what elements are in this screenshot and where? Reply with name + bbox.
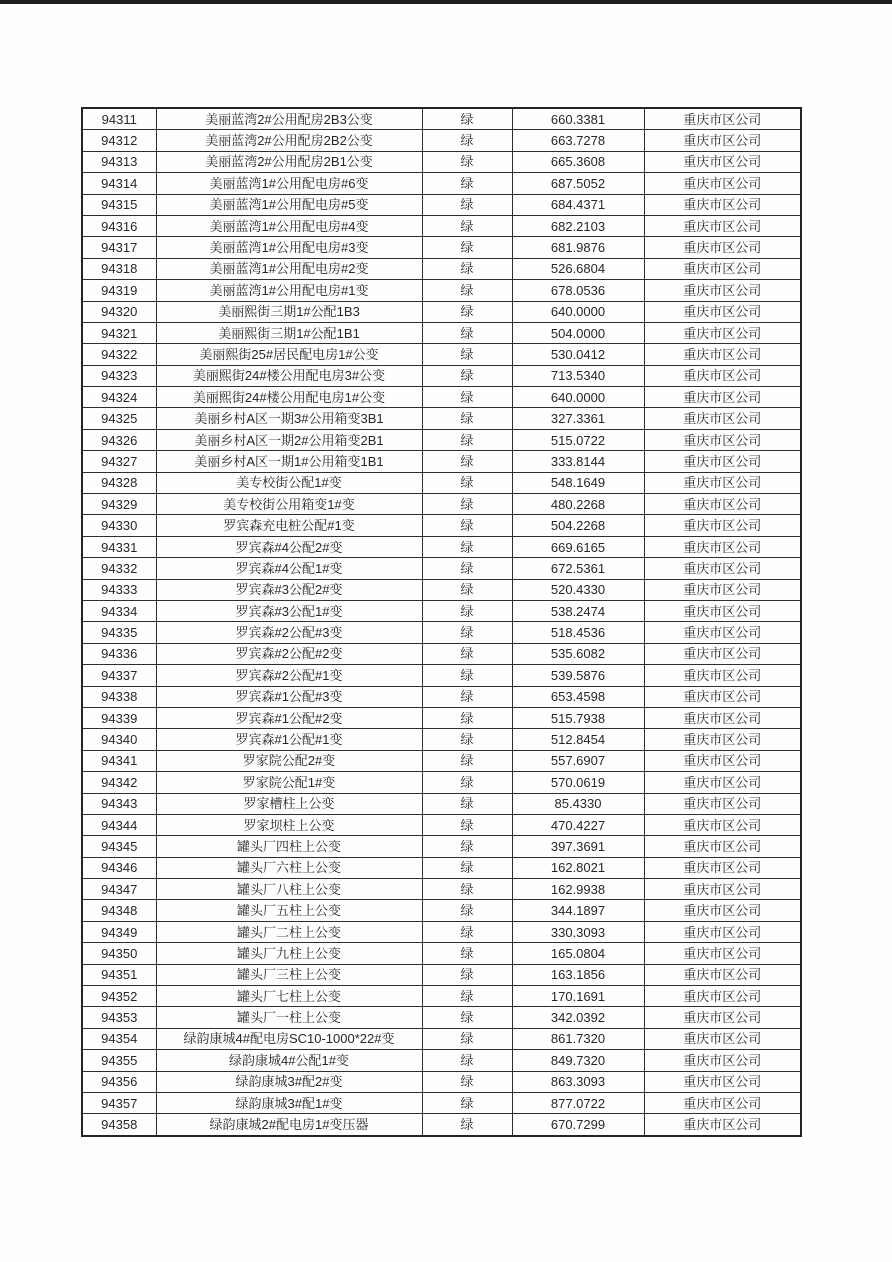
cell-id: 94327 [82,451,156,472]
cell-value: 515.7938 [512,707,644,728]
cell-name: 罗宾森#4公配2#变 [156,536,422,557]
cell-company: 重庆市区公司 [644,772,801,793]
cell-company: 重庆市区公司 [644,387,801,408]
cell-name: 美丽熙街24#楼公用配电房1#公变 [156,387,422,408]
cell-id: 94326 [82,429,156,450]
cell-id: 94333 [82,579,156,600]
cell-value: 538.2474 [512,600,644,621]
cell-status: 绿 [422,1114,512,1136]
cell-name: 罐头厂七柱上公变 [156,986,422,1007]
cell-status: 绿 [422,494,512,515]
cell-status: 绿 [422,643,512,664]
table-row [82,707,801,728]
cell-id: 94341 [82,750,156,771]
table-row [82,258,801,279]
cell-name: 罐头厂三柱上公变 [156,964,422,985]
cell-status: 绿 [422,301,512,322]
cell-status: 绿 [422,344,512,365]
cell-id: 94332 [82,558,156,579]
cell-company: 重庆市区公司 [644,365,801,386]
table-row [82,322,801,343]
cell-company: 重庆市区公司 [644,1028,801,1049]
cell-status: 绿 [422,1028,512,1049]
cell-company: 重庆市区公司 [644,173,801,194]
cell-name: 美丽熙街三期1#公配1B1 [156,322,422,343]
cell-id: 94325 [82,408,156,429]
cell-status: 绿 [422,836,512,857]
cell-value: 512.8454 [512,729,644,750]
cell-value: 557.6907 [512,750,644,771]
cell-id: 94320 [82,301,156,322]
table-row [82,943,801,964]
cell-id: 94331 [82,536,156,557]
cell-status: 绿 [422,1050,512,1071]
cell-company: 重庆市区公司 [644,429,801,450]
table-row [82,472,801,493]
cell-name: 罗宾森#1公配#3变 [156,686,422,707]
cell-value: 163.1856 [512,964,644,985]
table-row [82,344,801,365]
cell-value: 535.6082 [512,643,644,664]
cell-id: 94349 [82,921,156,942]
cell-company: 重庆市区公司 [644,1007,801,1028]
table-row [82,964,801,985]
cell-name: 罐头厂六柱上公变 [156,857,422,878]
cell-value: 681.9876 [512,237,644,258]
cell-status: 绿 [422,665,512,686]
cell-status: 绿 [422,921,512,942]
cell-id: 94315 [82,194,156,215]
cell-company: 重庆市区公司 [644,215,801,236]
cell-status: 绿 [422,1092,512,1113]
cell-id: 94339 [82,707,156,728]
table-row [82,429,801,450]
cell-value: 170.1691 [512,986,644,1007]
cell-value: 470.4227 [512,814,644,835]
table-row [82,622,801,643]
cell-company: 重庆市区公司 [644,1092,801,1113]
cell-value: 520.4330 [512,579,644,600]
cell-id: 94352 [82,986,156,1007]
cell-value: 548.1649 [512,472,644,493]
cell-status: 绿 [422,750,512,771]
cell-name: 罗宾森#2公配#1变 [156,665,422,686]
table-row [82,130,801,151]
cell-status: 绿 [422,707,512,728]
cell-id: 94318 [82,258,156,279]
cell-company: 重庆市区公司 [644,814,801,835]
table-row [82,173,801,194]
table-row [82,1114,801,1136]
cell-name: 绿韵康城2#配电房1#变压器 [156,1114,422,1136]
cell-value: 570.0619 [512,772,644,793]
cell-id: 94340 [82,729,156,750]
cell-company: 重庆市区公司 [644,750,801,771]
table-row [82,879,801,900]
cell-name: 绿韵康城3#配2#变 [156,1071,422,1092]
cell-company: 重庆市区公司 [644,707,801,728]
cell-company: 重庆市区公司 [644,643,801,664]
cell-value: 669.6165 [512,536,644,557]
cell-id: 94317 [82,237,156,258]
cell-id: 94353 [82,1007,156,1028]
cell-value: 327.3361 [512,408,644,429]
table-row [82,1092,801,1113]
cell-value: 663.7278 [512,130,644,151]
table-row [82,215,801,236]
cell-id: 94354 [82,1028,156,1049]
cell-value: 682.2103 [512,215,644,236]
cell-id: 94330 [82,515,156,536]
cell-company: 重庆市区公司 [644,900,801,921]
cell-status: 绿 [422,237,512,258]
cell-id: 94351 [82,964,156,985]
table-row [82,280,801,301]
cell-name: 美丽熙街25#居民配电房1#公变 [156,344,422,365]
table-row [82,986,801,1007]
cell-company: 重庆市区公司 [644,472,801,493]
cell-name: 美丽熙街三期1#公配1B3 [156,301,422,322]
cell-value: 85.4330 [512,793,644,814]
cell-company: 重庆市区公司 [644,515,801,536]
cell-status: 绿 [422,900,512,921]
table-row [82,365,801,386]
cell-company: 重庆市区公司 [644,579,801,600]
table-row [82,814,801,835]
cell-company: 重庆市区公司 [644,451,801,472]
cell-name: 美专校街公用箱变1#变 [156,494,422,515]
cell-value: 660.3381 [512,108,644,130]
cell-status: 绿 [422,1007,512,1028]
cell-status: 绿 [422,322,512,343]
cell-name: 绿韵康城4#配电房SC10-1000*22#变 [156,1028,422,1049]
page-top-edge-bar [0,0,892,4]
cell-id: 94313 [82,151,156,172]
table-row [82,686,801,707]
table-row [82,579,801,600]
cell-name: 美丽蓝湾1#公用配电房#4变 [156,215,422,236]
cell-id: 94312 [82,130,156,151]
cell-company: 重庆市区公司 [644,879,801,900]
table-row [82,194,801,215]
cell-company: 重庆市区公司 [644,836,801,857]
table-row [82,536,801,557]
cell-company: 重庆市区公司 [644,857,801,878]
cell-value: 518.4536 [512,622,644,643]
cell-id: 94357 [82,1092,156,1113]
table-row [82,921,801,942]
cell-status: 绿 [422,686,512,707]
cell-status: 绿 [422,215,512,236]
cell-name: 罐头厂一柱上公变 [156,1007,422,1028]
table-row [82,836,801,857]
cell-value: 861.7320 [512,1028,644,1049]
cell-company: 重庆市区公司 [644,408,801,429]
cell-status: 绿 [422,108,512,130]
cell-status: 绿 [422,772,512,793]
cell-status: 绿 [422,793,512,814]
cell-company: 重庆市区公司 [644,494,801,515]
cell-status: 绿 [422,729,512,750]
cell-company: 重庆市区公司 [644,964,801,985]
cell-status: 绿 [422,429,512,450]
cell-company: 重庆市区公司 [644,280,801,301]
cell-status: 绿 [422,258,512,279]
cell-value: 863.3093 [512,1071,644,1092]
cell-id: 94344 [82,814,156,835]
cell-name: 美丽乡村A区一期3#公用箱变3B1 [156,408,422,429]
cell-id: 94311 [82,108,156,130]
cell-id: 94343 [82,793,156,814]
table-row [82,793,801,814]
cell-value: 678.0536 [512,280,644,301]
cell-value: 653.4598 [512,686,644,707]
cell-status: 绿 [422,857,512,878]
cell-value: 672.5361 [512,558,644,579]
cell-value: 162.8021 [512,857,644,878]
cell-value: 480.2268 [512,494,644,515]
table-row [82,301,801,322]
cell-id: 94355 [82,1050,156,1071]
table-row [82,237,801,258]
cell-name: 罗宾森#1公配#2变 [156,707,422,728]
table-row [82,1028,801,1049]
cell-company: 重庆市区公司 [644,793,801,814]
cell-status: 绿 [422,151,512,172]
cell-status: 绿 [422,1071,512,1092]
cell-id: 94319 [82,280,156,301]
cell-company: 重庆市区公司 [644,536,801,557]
cell-name: 美丽蓝湾2#公用配房2B3公变 [156,108,422,130]
cell-company: 重庆市区公司 [644,600,801,621]
cell-id: 94342 [82,772,156,793]
table-row [82,750,801,771]
cell-value: 684.4371 [512,194,644,215]
cell-name: 罐头厂二柱上公变 [156,921,422,942]
cell-name: 美丽乡村A区一期2#公用箱变2B1 [156,429,422,450]
cell-company: 重庆市区公司 [644,1071,801,1092]
cell-id: 94348 [82,900,156,921]
table-row [82,408,801,429]
cell-status: 绿 [422,472,512,493]
cell-name: 美专校街公配1#变 [156,472,422,493]
cell-name: 罐头厂四柱上公变 [156,836,422,857]
cell-status: 绿 [422,622,512,643]
cell-id: 94334 [82,600,156,621]
cell-name: 美丽蓝湾1#公用配电房#1变 [156,280,422,301]
cell-company: 重庆市区公司 [644,622,801,643]
cell-value: 515.0722 [512,429,644,450]
cell-value: 344.1897 [512,900,644,921]
cell-id: 94328 [82,472,156,493]
cell-id: 94337 [82,665,156,686]
cell-status: 绿 [422,173,512,194]
cell-value: 530.0412 [512,344,644,365]
cell-company: 重庆市区公司 [644,921,801,942]
cell-id: 94314 [82,173,156,194]
cell-status: 绿 [422,451,512,472]
table-row [82,643,801,664]
table-row [82,515,801,536]
cell-status: 绿 [422,408,512,429]
cell-value: 504.2268 [512,515,644,536]
cell-name: 绿韵康城3#配1#变 [156,1092,422,1113]
table-row [82,494,801,515]
cell-status: 绿 [422,280,512,301]
table-row [82,108,801,130]
table-row [82,772,801,793]
cell-status: 绿 [422,387,512,408]
cell-value: 670.7299 [512,1114,644,1136]
cell-value: 640.0000 [512,387,644,408]
cell-name: 美丽蓝湾1#公用配电房#6变 [156,173,422,194]
cell-value: 526.6804 [512,258,644,279]
cell-company: 重庆市区公司 [644,1050,801,1071]
cell-name: 罗家院公配2#变 [156,750,422,771]
cell-company: 重庆市区公司 [644,151,801,172]
cell-status: 绿 [422,943,512,964]
cell-name: 美丽熙街24#楼公用配电房3#公变 [156,365,422,386]
cell-status: 绿 [422,986,512,1007]
cell-id: 94338 [82,686,156,707]
table-row [82,151,801,172]
table-row [82,729,801,750]
cell-value: 640.0000 [512,301,644,322]
table-row [82,387,801,408]
cell-name: 罗宾森#4公配1#变 [156,558,422,579]
cell-value: 687.5052 [512,173,644,194]
cell-company: 重庆市区公司 [644,237,801,258]
cell-company: 重庆市区公司 [644,258,801,279]
cell-company: 重庆市区公司 [644,1114,801,1136]
table-row [82,900,801,921]
table-row [82,857,801,878]
cell-value: 333.8144 [512,451,644,472]
cell-name: 美丽蓝湾1#公用配电房#3变 [156,237,422,258]
cell-status: 绿 [422,600,512,621]
cell-status: 绿 [422,558,512,579]
cell-id: 94324 [82,387,156,408]
cell-company: 重庆市区公司 [644,344,801,365]
cell-id: 94322 [82,344,156,365]
cell-company: 重庆市区公司 [644,686,801,707]
table-row [82,1007,801,1028]
cell-value: 397.3691 [512,836,644,857]
cell-id: 94356 [82,1071,156,1092]
cell-name: 罗家院公配1#变 [156,772,422,793]
cell-name: 罗宾森#2公配#3变 [156,622,422,643]
table-row [82,1050,801,1071]
cell-company: 重庆市区公司 [644,194,801,215]
table-row [82,558,801,579]
cell-company: 重庆市区公司 [644,130,801,151]
cell-status: 绿 [422,130,512,151]
cell-value: 330.3093 [512,921,644,942]
cell-id: 94336 [82,643,156,664]
cell-value: 713.5340 [512,365,644,386]
cell-id: 94335 [82,622,156,643]
cell-value: 877.0722 [512,1092,644,1113]
cell-company: 重庆市区公司 [644,108,801,130]
cell-company: 重庆市区公司 [644,665,801,686]
cell-id: 94350 [82,943,156,964]
cell-status: 绿 [422,536,512,557]
cell-company: 重庆市区公司 [644,322,801,343]
cell-status: 绿 [422,964,512,985]
table-row [82,665,801,686]
cell-name: 罗宾森#1公配#1变 [156,729,422,750]
cell-value: 849.7320 [512,1050,644,1071]
cell-name: 绿韵康城4#公配1#变 [156,1050,422,1071]
table-row [82,600,801,621]
table-row [82,1071,801,1092]
cell-id: 94346 [82,857,156,878]
cell-name: 罗宾森#3公配1#变 [156,600,422,621]
cell-company: 重庆市区公司 [644,729,801,750]
cell-id: 94323 [82,365,156,386]
cell-status: 绿 [422,579,512,600]
transformer-table [81,107,802,1137]
cell-status: 绿 [422,879,512,900]
cell-value: 539.5876 [512,665,644,686]
cell-id: 94329 [82,494,156,515]
cell-value: 665.3608 [512,151,644,172]
cell-name: 罗家坝柱上公变 [156,814,422,835]
cell-id: 94316 [82,215,156,236]
cell-name: 罐头厂八柱上公变 [156,879,422,900]
cell-name: 罐头厂五柱上公变 [156,900,422,921]
cell-company: 重庆市区公司 [644,558,801,579]
cell-name: 罗宾森#3公配2#变 [156,579,422,600]
table-row [82,451,801,472]
cell-id: 94345 [82,836,156,857]
cell-name: 美丽蓝湾1#公用配电房#5变 [156,194,422,215]
cell-value: 504.0000 [512,322,644,343]
cell-name: 罗宾森充电桩公配#1变 [156,515,422,536]
cell-name: 美丽蓝湾2#公用配房2B2公变 [156,130,422,151]
cell-status: 绿 [422,365,512,386]
cell-status: 绿 [422,814,512,835]
cell-status: 绿 [422,194,512,215]
cell-name: 美丽乡村A区一期1#公用箱变1B1 [156,451,422,472]
cell-name: 罐头厂九柱上公变 [156,943,422,964]
cell-name: 罗家槽柱上公变 [156,793,422,814]
cell-value: 342.0392 [512,1007,644,1028]
cell-company: 重庆市区公司 [644,943,801,964]
cell-company: 重庆市区公司 [644,301,801,322]
cell-id: 94347 [82,879,156,900]
cell-value: 162.9938 [512,879,644,900]
cell-status: 绿 [422,515,512,536]
cell-name: 罗宾森#2公配#2变 [156,643,422,664]
cell-company: 重庆市区公司 [644,986,801,1007]
cell-name: 美丽蓝湾2#公用配房2B1公变 [156,151,422,172]
cell-id: 94358 [82,1114,156,1136]
cell-value: 165.0804 [512,943,644,964]
cell-id: 94321 [82,322,156,343]
cell-name: 美丽蓝湾1#公用配电房#2变 [156,258,422,279]
